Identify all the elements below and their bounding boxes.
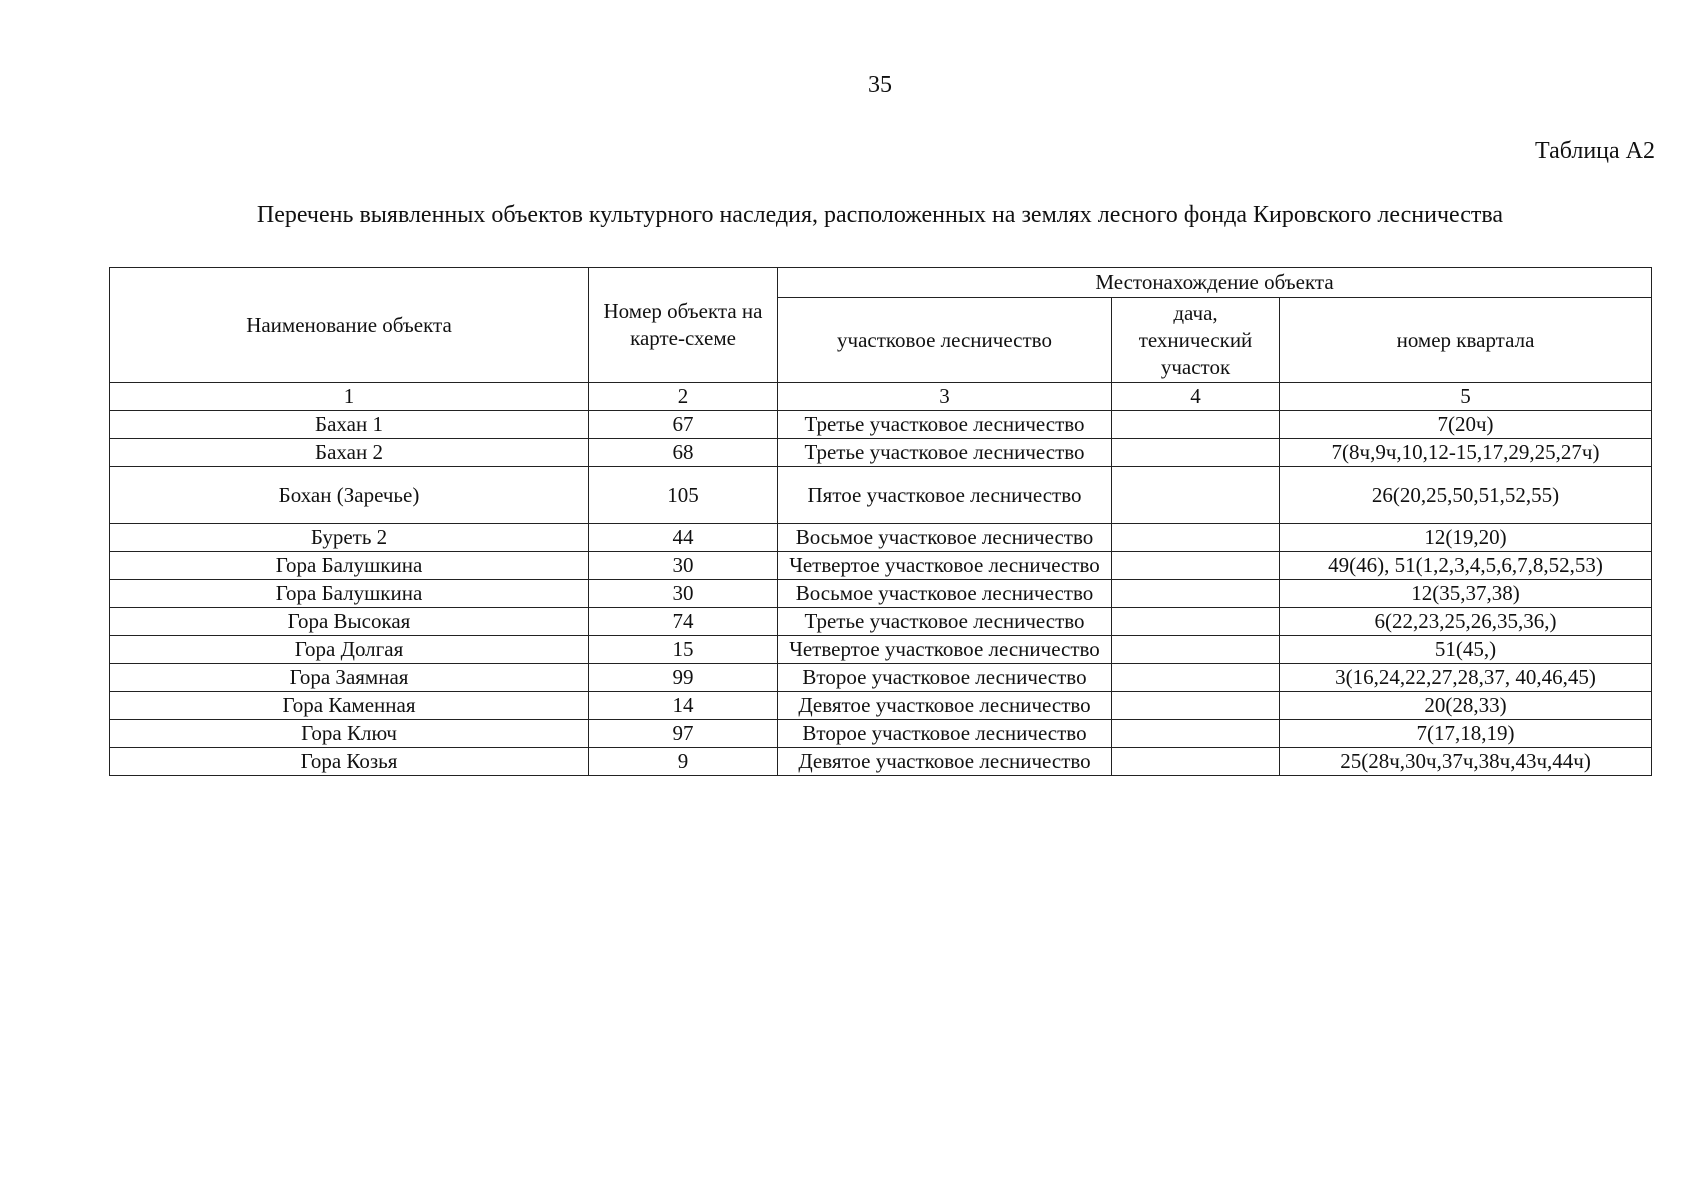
cell-quarter: 7(20ч) [1280,411,1652,439]
cell-map-number: 99 [589,664,778,692]
cell-district: Девятое участковое лесничество [778,692,1112,720]
document-title: Перечень выявленных объектов культурного наследия, расположенных на землях лесного фонда Кировского лесничества [256,202,1504,228]
table-row [110,524,1652,552]
cell-quarter: 7(8ч,9ч,10,12-15,17,29,25,27ч) [1280,439,1652,467]
cell-quarter: 7(17,18,19) [1280,720,1652,748]
cell-object-name: Гора Ключ [110,720,589,748]
table-row [110,411,1652,439]
header-map-number: Номер объекта на карте-схеме [589,268,778,383]
table-row [110,608,1652,636]
header-dacha: дача, технический участок [1112,298,1280,383]
cell-map-number: 68 [589,439,778,467]
table-row [110,748,1652,776]
table-row [110,720,1652,748]
cell-object-name: Гора Балушкина [110,580,589,608]
cell-district: Третье участковое лесничество [778,608,1112,636]
cell-dacha [1112,608,1280,636]
table-row [110,580,1652,608]
cell-dacha [1112,748,1280,776]
cell-object-name: Бохан (Заречье) [110,467,589,524]
cell-district: Пятое участковое лесничество [778,467,1112,524]
table-row [110,552,1652,580]
cell-map-number: 14 [589,692,778,720]
cell-dacha [1112,580,1280,608]
table-row [110,467,1652,524]
cell-dacha [1112,467,1280,524]
cell-map-number: 67 [589,411,778,439]
cell-quarter: 51(45,) [1280,636,1652,664]
cell-quarter: 12(19,20) [1280,524,1652,552]
cell-quarter: 6(22,23,25,26,35,36,) [1280,608,1652,636]
cell-dacha [1112,636,1280,664]
cell-dacha [1112,524,1280,552]
table-row [110,692,1652,720]
cell-map-number: 9 [589,748,778,776]
cell-quarter: 49(46), 51(1,2,3,4,5,6,7,8,52,53) [1280,552,1652,580]
table-label: Таблица А2 [1535,138,1655,164]
cell-district: Третье участковое лесничество [778,411,1112,439]
cell-map-number: 97 [589,720,778,748]
column-number: 5 [1280,383,1652,411]
header-location: Местонахождение объекта [778,268,1652,298]
column-number: 2 [589,383,778,411]
cell-district: Девятое участковое лесничество [778,748,1112,776]
column-numbers-row [110,383,1652,411]
cell-object-name: Гора Заямная [110,664,589,692]
cell-object-name: Гора Долгая [110,636,589,664]
cell-object-name: Гора Балушкина [110,552,589,580]
column-number: 1 [110,383,589,411]
cell-dacha [1112,692,1280,720]
cell-district: Восьмое участковое лесничество [778,580,1112,608]
cell-district: Четвертое участковое лесничество [778,636,1112,664]
cell-quarter: 20(28,33) [1280,692,1652,720]
cell-map-number: 74 [589,608,778,636]
table-row [110,664,1652,692]
cell-map-number: 30 [589,552,778,580]
cell-quarter: 25(28ч,30ч,37ч,38ч,43ч,44ч) [1280,748,1652,776]
cell-quarter: 3(16,24,22,27,28,37, 40,46,45) [1280,664,1652,692]
cell-object-name: Буреть 2 [110,524,589,552]
table-header [110,268,1652,411]
header-row-top [110,268,1652,298]
cell-district: Четвертое участковое лесничество [778,552,1112,580]
cell-map-number: 44 [589,524,778,552]
table-row [110,439,1652,467]
cell-district: Второе участковое лесничество [778,664,1112,692]
cell-object-name: Бахан 1 [110,411,589,439]
cell-dacha [1112,411,1280,439]
column-number: 4 [1112,383,1280,411]
table-body [110,411,1652,776]
page-number: 35 [868,72,892,98]
cell-district: Третье участковое лесничество [778,439,1112,467]
cell-object-name: Гора Козья [110,748,589,776]
cell-dacha [1112,552,1280,580]
cell-dacha [1112,720,1280,748]
header-name: Наименование объекта [110,268,589,383]
cell-quarter: 12(35,37,38) [1280,580,1652,608]
table-row [110,636,1652,664]
cell-district: Восьмое участковое лесничество [778,524,1112,552]
cell-map-number: 30 [589,580,778,608]
header-district: участковое лесничество [778,298,1112,383]
cell-district: Второе участковое лесничество [778,720,1112,748]
cell-map-number: 15 [589,636,778,664]
cell-object-name: Гора Каменная [110,692,589,720]
cell-quarter: 26(20,25,50,51,52,55) [1280,467,1652,524]
cell-object-name: Гора Высокая [110,608,589,636]
cell-dacha [1112,664,1280,692]
header-quarter: номер квартала [1280,298,1652,383]
cell-object-name: Бахан 2 [110,439,589,467]
cell-dacha [1112,439,1280,467]
cell-map-number: 105 [589,467,778,524]
column-number: 3 [778,383,1112,411]
heritage-objects-table [109,267,1652,776]
